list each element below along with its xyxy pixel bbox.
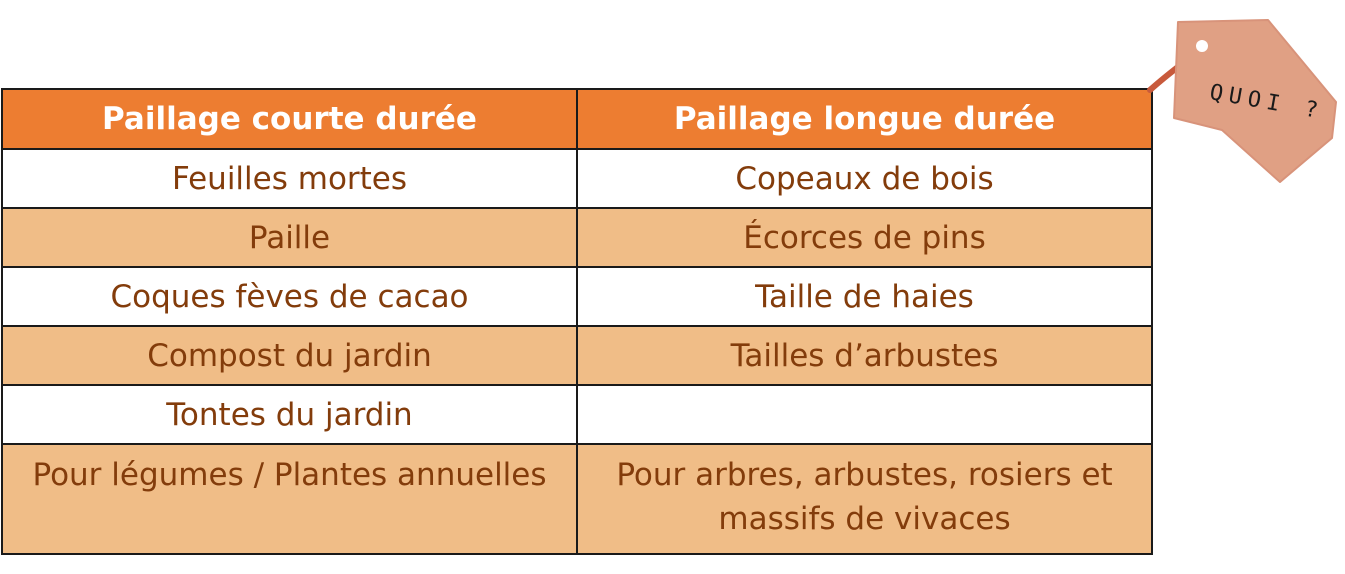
- table-row: [2, 326, 1152, 385]
- cell-short: Tontes du jardin: [2, 385, 577, 444]
- table-row: [2, 385, 1152, 444]
- cell-short-usage: Pour légumes / Plantes annuelles: [2, 444, 577, 554]
- header-short-duration: Paillage courte durée: [2, 89, 577, 149]
- cell-short: Coques fèves de cacao: [2, 267, 577, 326]
- tag-label: QUOI ?: [1207, 80, 1326, 125]
- cell-long: Taille de haies: [577, 267, 1152, 326]
- tag-hole: [1196, 40, 1208, 52]
- cell-long: Copeaux de bois: [577, 149, 1152, 208]
- mulch-comparison-table: [1, 88, 1153, 555]
- header-long-duration: Paillage longue durée: [577, 89, 1152, 149]
- cell-long: Écorces de pins: [577, 208, 1152, 267]
- table-row: [2, 267, 1152, 326]
- cell-long-usage: Pour arbres, arbustes, rosiers et massifs de vivaces: [577, 444, 1152, 554]
- table-row-usage: [2, 444, 1152, 554]
- cell-short: Compost du jardin: [2, 326, 577, 385]
- cell-short: Paille: [2, 208, 577, 267]
- table-row: [2, 208, 1152, 267]
- table-row: [2, 149, 1152, 208]
- mulch-comparison-table-container: [1, 88, 1151, 555]
- cell-long: Tailles d’arbustes: [577, 326, 1152, 385]
- cell-short: Feuilles mortes: [2, 149, 577, 208]
- table-header-row: [2, 89, 1152, 149]
- cell-long: [577, 385, 1152, 444]
